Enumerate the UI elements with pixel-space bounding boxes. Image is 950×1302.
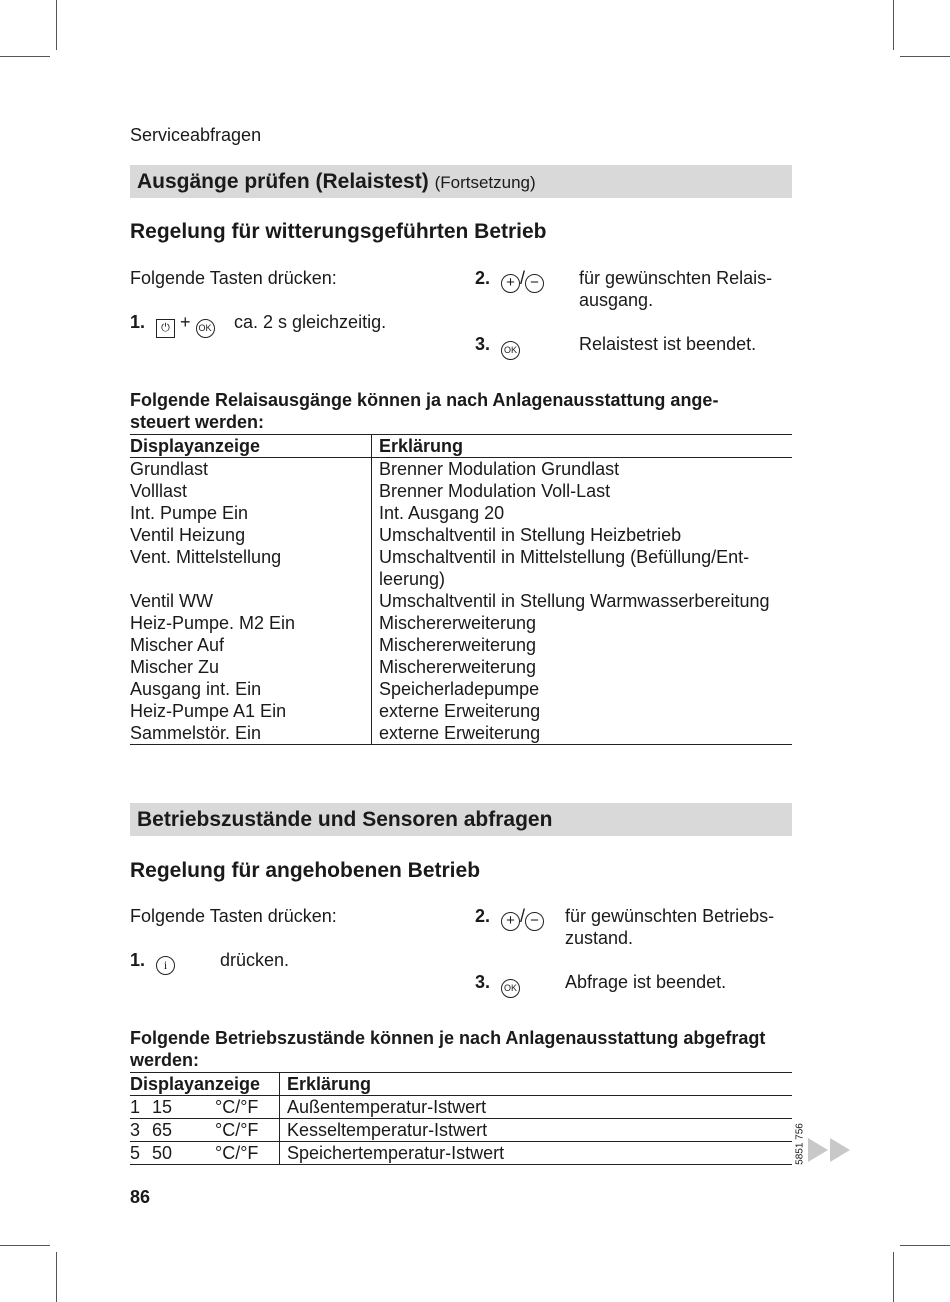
step-text-line: ausgang. <box>579 290 654 310</box>
crop-mark <box>900 1245 950 1246</box>
plus-sign: + <box>180 312 191 332</box>
section-title: Betriebszustände und Sensoren abfragen <box>137 808 553 831</box>
explanation-cell: Umschaltventil in Stellung Heizbetrieb <box>379 525 682 545</box>
section-title-sub: (Fortsetzung) <box>434 173 536 192</box>
section-title-bar <box>130 803 792 836</box>
explanation-cell: Außentemperatur-Istwert <box>287 1097 487 1117</box>
display-cell: Grundlast <box>130 458 372 481</box>
relay-table <box>130 434 792 745</box>
value-cell: 50 <box>152 1143 173 1163</box>
section-title <box>137 170 536 194</box>
table-row <box>130 524 792 546</box>
step-keys: + / − <box>501 905 544 931</box>
step-number: 2. <box>475 906 491 926</box>
step-text-line: zustand. <box>565 928 634 948</box>
crop-mark <box>56 1252 57 1302</box>
index-cell: 5 <box>130 1143 141 1163</box>
subheading: Regelung für angehobenen Betrieb <box>130 859 481 882</box>
step-text: Abfrage ist beendet. <box>565 972 727 992</box>
column-header: Erklärung <box>287 1074 372 1094</box>
explanation-cell: Int. Ausgang 20 <box>379 503 505 523</box>
explanation-cell: Speichertemperatur-Istwert <box>287 1143 505 1163</box>
unit-cell: °C/°F <box>215 1096 280 1119</box>
table-row <box>130 678 792 700</box>
document-code <box>793 1123 807 1165</box>
step-keys <box>501 333 520 360</box>
step-text <box>565 905 774 949</box>
display-cell: Heiz-Pumpe. M2 Ein <box>130 612 372 634</box>
crop-mark <box>893 0 894 50</box>
step-number: 3. <box>475 334 491 354</box>
table-row <box>130 656 792 678</box>
ok-icon: OK <box>501 979 520 998</box>
step-text: ca. 2 s gleichzeitig. <box>234 312 387 332</box>
step-text-line: für gewünschten Relais- <box>579 268 773 288</box>
table-row <box>130 612 792 634</box>
explanation-cell: externe Erweiterung <box>379 723 541 743</box>
unit-cell: °C/°F <box>215 1142 280 1165</box>
crop-mark <box>900 56 950 57</box>
info-icon: i <box>156 956 175 975</box>
ok-icon: OK <box>501 341 520 360</box>
display-cell: Mischer Zu <box>130 656 372 678</box>
section-title-bar <box>130 165 792 198</box>
step-number: 3. <box>475 972 491 992</box>
value-cell: 15 <box>152 1097 173 1117</box>
explanation-cell: Brenner Modulation Grundlast <box>379 459 620 479</box>
crop-mark <box>893 1252 894 1302</box>
table-header-row <box>130 435 792 458</box>
display-cell: Vent. Mittelstellung <box>130 546 372 590</box>
explanation-cell: Mischererweiterung <box>379 657 537 677</box>
step-text: drücken. <box>220 950 290 970</box>
section-title-text: Ausgänge prüfen (Relaistest) <box>137 170 429 193</box>
crop-mark <box>56 0 57 50</box>
crop-mark <box>0 1245 50 1246</box>
step-number: 1. <box>130 312 146 332</box>
display-cell: Ausgang int. Ein <box>130 678 372 700</box>
step-text: Relaistest ist beendet. <box>579 334 757 354</box>
intro-text: Folgende Tasten drücken: <box>130 906 337 926</box>
explanation-cell: Umschaltventil in Mittelstellung (Befüllung/Ent-leerung) <box>379 547 750 589</box>
running-header: Serviceabfragen <box>130 125 262 145</box>
table-caption <box>130 1027 765 1071</box>
table-row <box>130 700 792 722</box>
explanation-cell: Mischererweiterung <box>379 635 537 655</box>
display-cell: Sammelstör. Ein <box>130 722 372 745</box>
subheading: Regelung für witterungsgeführten Betrieb <box>130 220 547 243</box>
plus-icon: + <box>501 912 520 931</box>
unit-cell: °C/°F <box>215 1119 280 1142</box>
table-row <box>130 1119 792 1142</box>
minus-icon: − <box>525 274 544 293</box>
table-row <box>130 458 792 481</box>
caption-line: steuert werden: <box>130 412 265 432</box>
minus-icon: − <box>525 912 544 931</box>
step-number: 1. <box>130 950 146 970</box>
column-header: Erklärung <box>372 435 793 458</box>
display-cell: Heiz-Pumpe A1 Ein <box>130 700 372 722</box>
table-row <box>130 546 792 590</box>
display-cell: Mischer Auf <box>130 634 372 656</box>
table-row <box>130 590 792 612</box>
table-row <box>130 1096 792 1119</box>
ok-icon: OK <box>196 319 215 338</box>
caption-line: werden: <box>130 1050 200 1070</box>
intro-text: Folgende Tasten drücken: <box>130 268 337 288</box>
explanation-cell: Mischererweiterung <box>379 613 537 633</box>
table-row <box>130 480 792 502</box>
index-cell: 1 <box>130 1097 141 1117</box>
explanation-cell: Brenner Modulation Voll-Last <box>379 481 611 501</box>
value-cell: 65 <box>152 1120 173 1140</box>
document-code-text: 5851 756 <box>794 1123 806 1165</box>
explanation-cell: Speicherladepumpe <box>379 679 540 699</box>
caption-line: Folgende Betriebszustände können je nach Anlagenausstattung abgefragt <box>130 1028 766 1048</box>
table-row <box>130 502 792 524</box>
explanation-cell: Umschaltventil in Stellung Warmwasserbereitung <box>379 591 770 611</box>
caption-line: Folgende Relaisausgänge können ja nach Anlagenausstattung ange- <box>130 390 719 410</box>
display-cell: Ventil WW <box>130 590 372 612</box>
display-cell: Ventil Heizung <box>130 524 372 546</box>
continue-arrow-icon <box>830 1138 850 1162</box>
continue-arrow-icon <box>808 1138 828 1162</box>
step-text <box>579 267 772 311</box>
step-keys <box>156 311 215 338</box>
page-number: 86 <box>130 1187 151 1207</box>
power-icon: ⏻ <box>156 319 175 338</box>
plus-icon: + <box>501 274 520 293</box>
display-cell: Int. Pumpe Ein <box>130 502 372 524</box>
column-header: Displayanzeige <box>130 1073 280 1096</box>
index-cell: 3 <box>130 1120 141 1140</box>
table-header-row <box>130 1073 792 1096</box>
step-keys: + / − <box>501 267 544 293</box>
table-row <box>130 1142 792 1165</box>
column-header: Displayanzeige <box>130 435 372 458</box>
table-caption <box>130 389 718 433</box>
table-row <box>130 634 792 656</box>
explanation-cell: externe Erweiterung <box>379 701 541 721</box>
display-cell: Volllast <box>130 480 372 502</box>
crop-mark <box>0 56 50 57</box>
step-keys <box>501 971 520 998</box>
table-row <box>130 722 792 745</box>
step-text-line: für gewünschten Betriebs- <box>565 906 775 926</box>
status-table <box>130 1072 792 1165</box>
step-number: 2. <box>475 268 491 288</box>
step-keys <box>156 949 175 975</box>
explanation-cell: Kesseltemperatur-Istwert <box>287 1120 488 1140</box>
